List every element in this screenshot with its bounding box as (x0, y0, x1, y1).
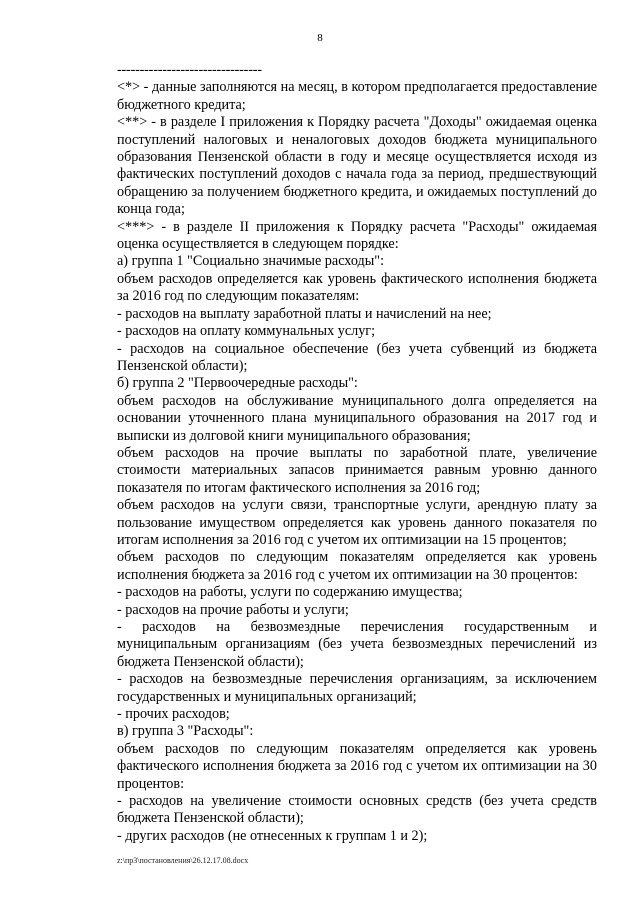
paragraph: объем расходов на прочие выплаты по заработной плате, увеличение стоимости материальных запасов принимается равным уровню данного показателя по итогам фактического исполнения за 2016 год; (117, 444, 597, 496)
paragraph: - расходов на увеличение стоимости основных средств (без учета средств бюджета Пензенской области); (117, 793, 597, 827)
paragraph: <*> - данные заполняются на месяц, в котором предполагается предоставление бюджетного кредита; (117, 79, 597, 113)
paragraph: объем расходов по следующим показателям определяется как уровень исполнения бюджета за 2016 год с учетом их оптимизации на 30 процентов: (117, 549, 597, 583)
paragraph: - расходов на работы, услуги по содержанию имущества; (117, 584, 463, 601)
paragraph: <**> - в разделе I приложения к Порядку расчета "Доходы" ожидаемая оценка поступлений налоговых и неналоговых доходов бюджета муниципального образования Пензенской области в году и месяце осуществляется исходя из фактических поступлений доходов с начала года за период, предшествующий обращению за получением бюджетного кредита, и ожидаемых поступлений до конца года; (117, 114, 597, 218)
document-body (117, 62, 597, 845)
paragraph: объем расходов по следующим показателям определяется как уровень фактического исполнения бюджета за 2016 год с учетом их оптимизации на 30 процентов: (117, 740, 597, 792)
paragraph: - расходов на безвозмездные перечисления государственным и муниципальным организациям (без учета безвозмездных перечислений из бюджета Пензенской области); (117, 619, 597, 670)
footer-file-path: z:\пр3\постановления\26.12.17.08.docx (117, 856, 249, 865)
paragraph: б) группа 2 "Первоочередные расходы": (117, 375, 358, 392)
paragraph: - прочих расходов; (117, 706, 230, 723)
paragraph: - расходов на оплату коммунальных услуг; (117, 323, 376, 340)
paragraph: - других расходов (не отнесенных к группам 1 и 2); (117, 827, 428, 844)
footnote-separator: -------------------------------- (117, 62, 262, 78)
paragraph: объем расходов определяется как уровень фактического исполнения бюджета за 2016 год по следующим показателям: (117, 270, 597, 305)
paragraph: - расходов на выплату заработной платы и начислений на нее; (117, 305, 492, 322)
paragraph: а) группа 1 "Социально значимые расходы": (117, 253, 385, 270)
paragraph: <***> - в разделе II приложения к Порядку расчета "Расходы" ожидаемая оценка осуществляется в следующем порядке: (117, 218, 597, 253)
paragraph: в) группа 3 "Расходы": (117, 723, 254, 740)
page-number: 8 (317, 32, 323, 44)
paragraph: - расходов на социальное обеспечение (без учета субвенций из бюджета Пензенской области); (117, 340, 597, 374)
paragraph: - расходов на прочие работы и услуги; (117, 601, 349, 618)
paragraph: - расходов на безвозмездные перечисления организациям, за исключением государственных и муниципальных организаций; (117, 671, 597, 705)
paragraph: объем расходов на услуги связи, транспортные услуги, арендную плату за пользование имуществом определяется как уровень данного показателя по итогам исполнения за 2016 год с учетом их оптимизации на 15 процентов; (117, 497, 597, 548)
paragraph: объем расходов на обслуживание муниципального долга определяется на основании уточненного плана муниципального образования на 2017 год и выписки из долговой книги муниципального образования; (117, 392, 597, 444)
